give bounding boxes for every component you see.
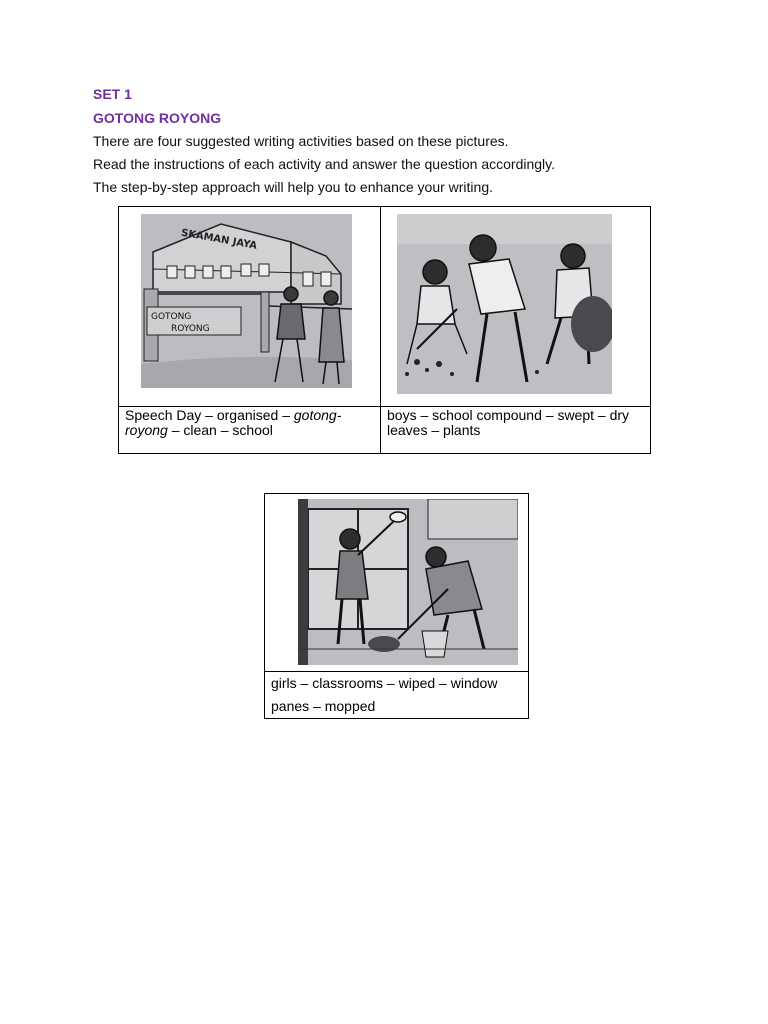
intro-line-3: The step-by-step approach will help you to enhance your writing. xyxy=(93,179,493,195)
banner-line-2: ROYONG xyxy=(171,324,210,334)
cue-3-line-1: girls – classrooms – wiped – window xyxy=(271,675,498,691)
cue-3 xyxy=(265,672,528,718)
cue-1-text-a: Speech Day – organised – xyxy=(125,407,294,423)
cue-1-italic-a: gotong- xyxy=(293,407,342,423)
picture-cell-1 xyxy=(119,207,381,407)
cue-cell-3 xyxy=(265,672,529,719)
intro-line-1: There are four suggested writing activities based on these pictures. xyxy=(93,133,509,149)
cue-cell-1 xyxy=(119,407,381,454)
intro-line-2: Read the instructions of each activity and answer the question accordingly. xyxy=(93,156,555,172)
set-label: SET 1 xyxy=(93,86,132,102)
topic-title: GOTONG ROYONG xyxy=(93,110,222,126)
picture-school-gate xyxy=(141,214,352,388)
picture-girls-cleaning xyxy=(298,499,518,665)
cue-2: boys – school compound – swept – dry leaves – plants xyxy=(387,407,630,438)
cue-1-italic-b: royong xyxy=(125,422,168,438)
picture-table-top xyxy=(118,206,651,454)
cue-3-line-2: panes – mopped xyxy=(271,698,376,714)
cue-cell-2 xyxy=(381,407,651,454)
cue-1 xyxy=(119,407,380,438)
picture-table-bottom xyxy=(264,493,529,719)
cue-1-text-b: – clean – school xyxy=(167,422,273,438)
banner-line-1: GOTONG xyxy=(151,312,192,322)
picture-boys-sweeping xyxy=(397,214,612,394)
picture-cell-3 xyxy=(265,494,529,672)
school-sign-text: SKAMAN JAYA xyxy=(180,227,258,252)
picture-cell-2 xyxy=(381,207,651,407)
